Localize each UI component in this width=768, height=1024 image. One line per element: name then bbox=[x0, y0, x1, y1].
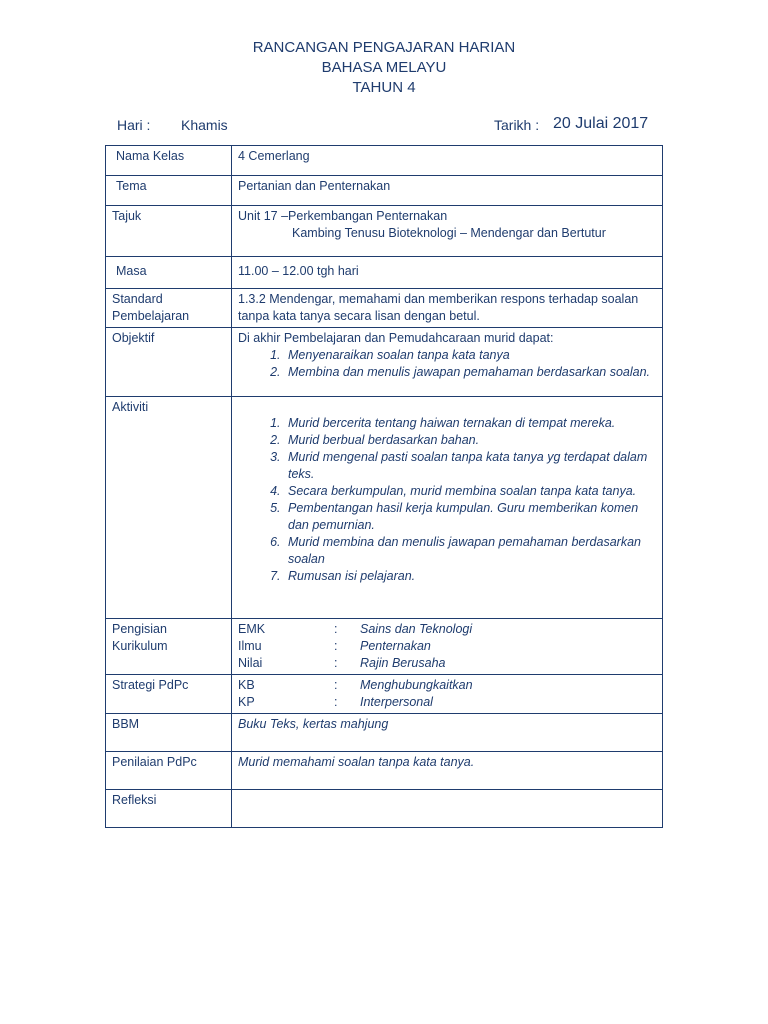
tarikh-label: Tarikh : bbox=[494, 117, 540, 133]
aktiviti-list bbox=[238, 415, 656, 585]
objektif-label: Objektif bbox=[106, 328, 232, 397]
pengisian-val: Sains dan Teknologi bbox=[360, 622, 473, 636]
pengisian-label: Pengisian Kurikulum bbox=[106, 619, 232, 675]
pengisian-key: Nilai bbox=[238, 656, 263, 670]
row-bbm bbox=[106, 714, 663, 752]
document-title bbox=[0, 38, 768, 98]
nama-kelas-value: 4 Cemerlang bbox=[232, 146, 663, 176]
pengisian-val: Penternakan bbox=[360, 639, 431, 653]
strategi-val: Interpersonal bbox=[360, 695, 433, 709]
pengisian-item bbox=[238, 655, 656, 672]
strategi-label: Strategi PdPc bbox=[106, 675, 232, 714]
aktiviti-item: 1. Murid bercerita tentang haiwan ternakan di tempat mereka. bbox=[284, 415, 656, 432]
refleksi-value bbox=[232, 790, 663, 828]
bbm-value: Buku Teks, kertas mahjung bbox=[232, 714, 663, 752]
aktiviti-item: 4. Secara berkumpulan, murid membina soalan tanpa kata tanya. bbox=[284, 483, 656, 500]
pengisian-sep: : bbox=[334, 656, 338, 670]
aktiviti-item: 7. Rumusan isi pelajaran. bbox=[284, 568, 656, 585]
objektif-list bbox=[238, 347, 656, 381]
aktiviti-label: Aktiviti bbox=[106, 397, 232, 619]
objektif-item: 1. Menyenaraikan soalan tanpa kata tanya bbox=[284, 347, 656, 364]
hari-label: Hari : bbox=[117, 117, 151, 133]
title-line-1: RANCANGAN PENGAJARAN HARIAN bbox=[252, 39, 516, 56]
penilaian-value: Murid memahami soalan tanpa kata tanya. bbox=[232, 752, 663, 790]
masa-value: 11.00 – 12.00 tgh hari bbox=[232, 257, 663, 289]
strategi-item bbox=[238, 677, 656, 694]
tajuk-line-2: Kambing Tenusu Bioteknologi – Mendengar dan Bertutur bbox=[292, 226, 606, 240]
aktiviti-value bbox=[232, 397, 663, 619]
objektif-intro: Di akhir Pembelajaran dan Pemudahcaraan murid dapat: bbox=[238, 331, 554, 345]
aktiviti-item: 3. Murid mengenal pasti soalan tanpa kata tanya yg terdapat dalam teks. bbox=[284, 449, 656, 483]
pengisian-key: Ilmu bbox=[238, 639, 262, 653]
aktiviti-item: 2. Murid berbual berdasarkan bahan. bbox=[284, 432, 656, 449]
tajuk-label: Tajuk bbox=[106, 206, 232, 257]
row-objektif bbox=[106, 328, 663, 397]
refleksi-label: Refleksi bbox=[106, 790, 232, 828]
row-masa bbox=[106, 257, 663, 289]
objektif-item: 2. Membina dan menulis jawapan pemahaman berdasarkan soalan. bbox=[284, 364, 656, 381]
bbm-label: BBM bbox=[106, 714, 232, 752]
strategi-key: KP bbox=[238, 695, 255, 709]
strategi-sep: : bbox=[334, 695, 338, 709]
penilaian-label: Penilaian PdPc bbox=[106, 752, 232, 790]
objektif-value bbox=[232, 328, 663, 397]
masa-label: Masa bbox=[106, 257, 232, 289]
pengisian-item bbox=[238, 638, 656, 655]
title-line-3: TAHUN 4 bbox=[352, 79, 416, 96]
strategi-item bbox=[238, 694, 656, 711]
pengisian-key: EMK bbox=[238, 622, 266, 636]
tema-value: Pertanian dan Penternakan bbox=[232, 176, 663, 206]
row-standard bbox=[106, 289, 663, 328]
pengisian-val: Rajin Berusaha bbox=[360, 656, 446, 670]
tajuk-line-1: Unit 17 –Perkembangan Penternakan bbox=[238, 209, 448, 223]
row-refleksi bbox=[106, 790, 663, 828]
tarikh-value: 20 Julai 2017 bbox=[553, 115, 649, 132]
row-pengisian bbox=[106, 619, 663, 675]
standard-value: 1.3.2 Mendengar, memahami dan memberikan respons terhadap soalan tanpa kata tanya secara lisan dengan betul. bbox=[232, 289, 663, 328]
title-line-2: BAHASA MELAYU bbox=[321, 59, 447, 76]
row-aktiviti bbox=[106, 397, 663, 619]
strategi-val: Menghubungkaitkan bbox=[360, 678, 473, 692]
hari-value: Khamis bbox=[181, 117, 228, 133]
aktiviti-item: 5. Pembentangan hasil kerja kumpulan. Guru memberikan komen dan pemurnian. bbox=[284, 500, 656, 534]
pengisian-value bbox=[232, 619, 663, 675]
nama-kelas-label: Nama Kelas bbox=[106, 146, 232, 176]
strategi-sep: : bbox=[334, 678, 338, 692]
row-tajuk bbox=[106, 206, 663, 257]
tema-label: Tema bbox=[106, 176, 232, 206]
aktiviti-item: 6. Murid membina dan menulis jawapan pemahaman berdasarkan soalan bbox=[284, 534, 656, 568]
strategi-value bbox=[232, 675, 663, 714]
pengisian-sep: : bbox=[334, 622, 338, 636]
pengisian-sep: : bbox=[334, 639, 338, 653]
row-nama-kelas bbox=[106, 146, 663, 176]
row-penilaian bbox=[106, 752, 663, 790]
lesson-plan-table bbox=[105, 145, 663, 828]
standard-label: Standard Pembelajaran bbox=[106, 289, 232, 328]
strategi-key: KB bbox=[238, 678, 255, 692]
tajuk-value bbox=[232, 206, 663, 257]
pengisian-item bbox=[238, 621, 656, 638]
row-tema bbox=[106, 176, 663, 206]
row-strategi bbox=[106, 675, 663, 714]
